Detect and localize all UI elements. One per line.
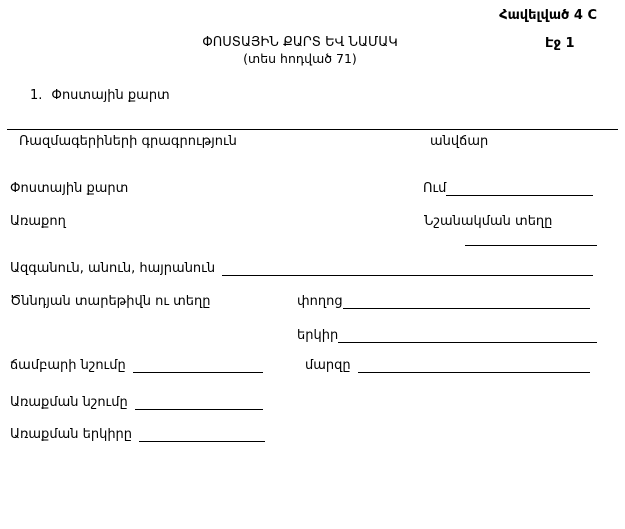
attachment-label: Հավելված 4 C bbox=[499, 8, 597, 23]
destination-label: Նշանակման տեղը bbox=[424, 214, 553, 229]
street-label: փողոց bbox=[297, 294, 343, 309]
free-of-charge-label: անվճար bbox=[430, 134, 489, 149]
full-name-field bbox=[10, 261, 593, 276]
document-title: ՓՈՍՏԱՅԻՆ ՔԱՐՏ ԵՎ ՆԱՄԱԿ bbox=[202, 35, 398, 50]
document-subtitle: (տես հոդված 71) bbox=[243, 51, 357, 66]
to-whom-blank-line bbox=[446, 181, 593, 196]
dispatch-mark-field bbox=[10, 395, 263, 410]
street-blank-line bbox=[343, 294, 590, 309]
dispatch-country-label: Առաքման երկիրը bbox=[10, 427, 133, 442]
sender-label: Առաքող bbox=[10, 214, 66, 229]
region-blank-line bbox=[358, 358, 590, 373]
country-label: երկիր bbox=[297, 328, 339, 343]
page-number: Էջ 1 bbox=[545, 36, 575, 51]
camp-mark-field bbox=[10, 358, 263, 373]
dispatch-country-field bbox=[10, 427, 265, 442]
full-name-label: Ազգանուն, անուն, հայրանուն bbox=[10, 261, 216, 276]
item-label: Փոստային քարտ bbox=[51, 88, 170, 103]
dispatch-mark-label: Առաքման նշումը bbox=[10, 395, 128, 410]
region-label: մարզը bbox=[305, 358, 351, 373]
dispatch-mark-blank-line bbox=[135, 395, 263, 410]
postal-card-label: Փոստային քարտ bbox=[10, 181, 129, 196]
dispatch-country-blank-line bbox=[139, 427, 265, 442]
item-number: 1. bbox=[30, 88, 43, 103]
country-field bbox=[297, 328, 597, 343]
to-whom-field bbox=[423, 181, 593, 196]
destination-blank-line bbox=[465, 245, 597, 246]
camp-mark-label: ճամբարի նշումը bbox=[10, 358, 126, 373]
full-name-blank-line bbox=[222, 261, 593, 276]
to-whom-label: Ում bbox=[423, 181, 447, 196]
birth-date-place-label: Ծննդյան տարեթիվն ու տեղը bbox=[10, 294, 211, 309]
country-blank-line bbox=[338, 328, 597, 343]
correspondence-note: Ռազմագերիների գրագրություն bbox=[19, 134, 237, 149]
region-field bbox=[305, 358, 590, 373]
camp-mark-blank-line bbox=[133, 358, 263, 373]
item-1 bbox=[30, 88, 170, 103]
header-rule bbox=[7, 129, 618, 130]
street-field bbox=[297, 294, 590, 309]
